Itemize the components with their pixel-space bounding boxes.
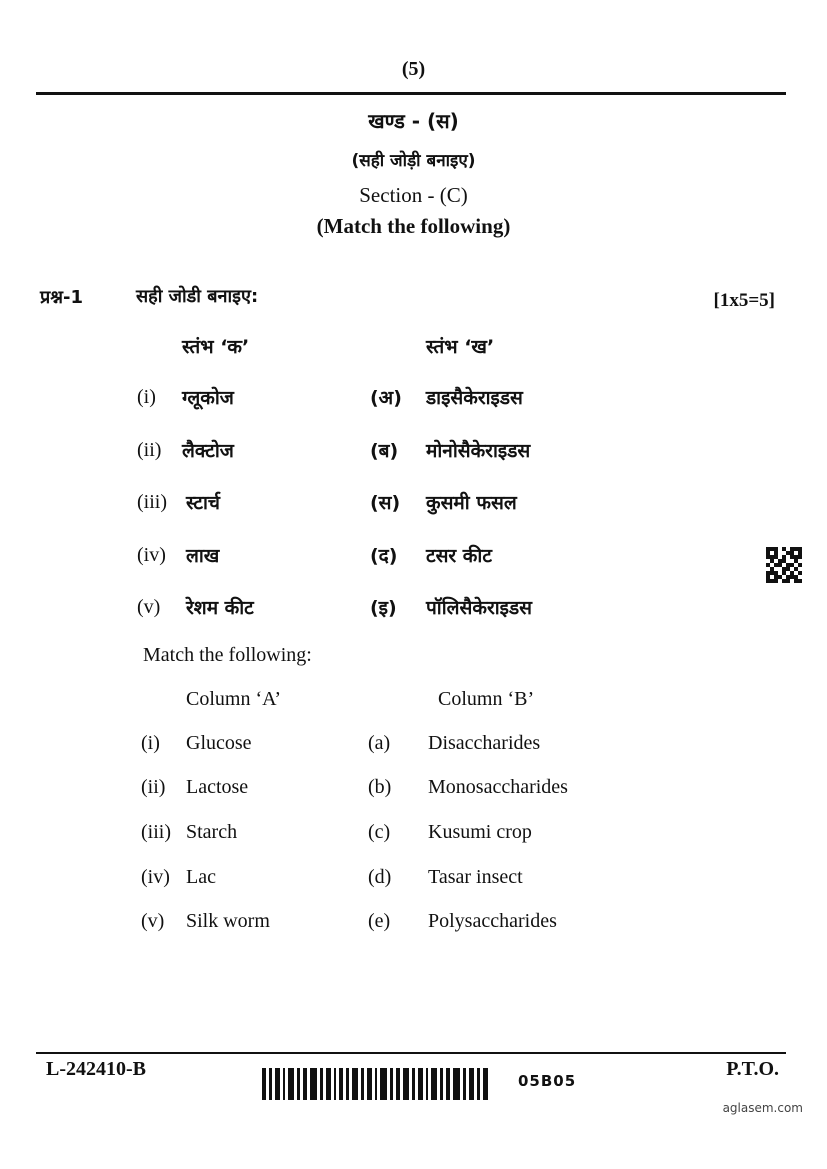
english-column-a-heading: Column ‘A’ [186,688,281,710]
paper-code: L-242410-B [46,1058,146,1080]
bottom-divider [36,1052,786,1054]
hindi-row-a-number: (iv) [137,544,166,566]
english-instruction: Match the following: [143,644,312,666]
english-row-a-number: (i) [141,732,160,754]
hindi-row-b-text: डाइसैकेराइडस [426,387,523,409]
english-row-a-text: Lactose [186,776,249,798]
hindi-row-b-number: (द) [370,545,398,567]
hindi-row-a-text: ग्लूकोज [182,387,234,409]
pto-label: P.T.O. [726,1058,779,1080]
english-row-a-number: (v) [141,910,165,932]
english-row-a-number: (iii) [141,821,171,843]
english-row-b-text: Polysaccharides [428,910,557,932]
section-subtitle-hindi: (सही जोड़ी बनाइए) [351,151,476,171]
english-row-a-number: (ii) [141,776,166,798]
hindi-row-b-number: (ब) [370,440,399,462]
hindi-row-a-text: लैक्टोज [182,440,234,462]
hindi-row-a-number: (iii) [137,491,167,513]
barcode-icon [262,1068,488,1100]
english-row-b-text: Monosaccharides [428,776,568,798]
hindi-row-b-text: मोनोसैकेराइडस [426,440,531,462]
page-number: (5) [401,58,426,80]
question-marks: [1x5=5] [713,290,775,311]
english-row-a-number: (iv) [141,866,170,888]
series-code: 05B05 [518,1072,577,1090]
english-row-b-number: (b) [368,776,392,798]
english-column-b-heading: Column ‘B’ [438,688,535,710]
english-row-b-text: Tasar insect [428,866,523,888]
english-row-b-number: (a) [368,732,391,754]
hindi-row-b-text: टसर कीट [426,545,492,567]
question-number: प्रश्न-1 [40,287,83,308]
question-text: सही जोडी बनाइए: [136,286,259,307]
hindi-row-b-number: (अ) [370,387,402,409]
english-row-b-number: (d) [368,866,392,888]
watermark: aglasem.com [722,1101,803,1115]
english-row-b-text: Kusumi crop [428,821,532,843]
hindi-column-a-heading: स्तंभ ‘क’ [182,336,250,358]
english-row-b-number: (e) [368,910,391,932]
english-row-a-text: Starch [186,821,238,843]
section-subtitle-english: (Match the following) [316,214,511,238]
english-row-a-text: Silk worm [186,910,270,932]
hindi-row-a-text: लाख [186,545,220,567]
hindi-row-a-number: (v) [137,596,161,618]
english-row-b-text: Disaccharides [428,732,541,754]
qr-code-icon [766,547,802,583]
hindi-row-a-number: (ii) [137,439,162,461]
hindi-row-b-number: (स) [370,492,401,514]
hindi-column-b-heading: स्तंभ ‘ख’ [426,336,495,358]
english-row-b-number: (c) [368,821,391,843]
hindi-row-b-number: (इ) [370,597,397,619]
hindi-row-b-text: कुसमी फसल [426,492,517,514]
hindi-row-b-text: पॉलिसैकेराइडस [426,597,532,619]
hindi-row-a-number: (i) [137,386,156,408]
english-row-a-text: Lac [186,866,216,888]
english-row-a-text: Glucose [186,732,252,754]
section-title-hindi: खण्ड - (स) [368,109,459,133]
section-title-english: Section - (C) [359,183,468,207]
hindi-row-a-text: रेशम कीट [186,597,254,619]
top-divider [36,92,786,95]
hindi-row-a-text: स्टार्च [186,492,220,514]
